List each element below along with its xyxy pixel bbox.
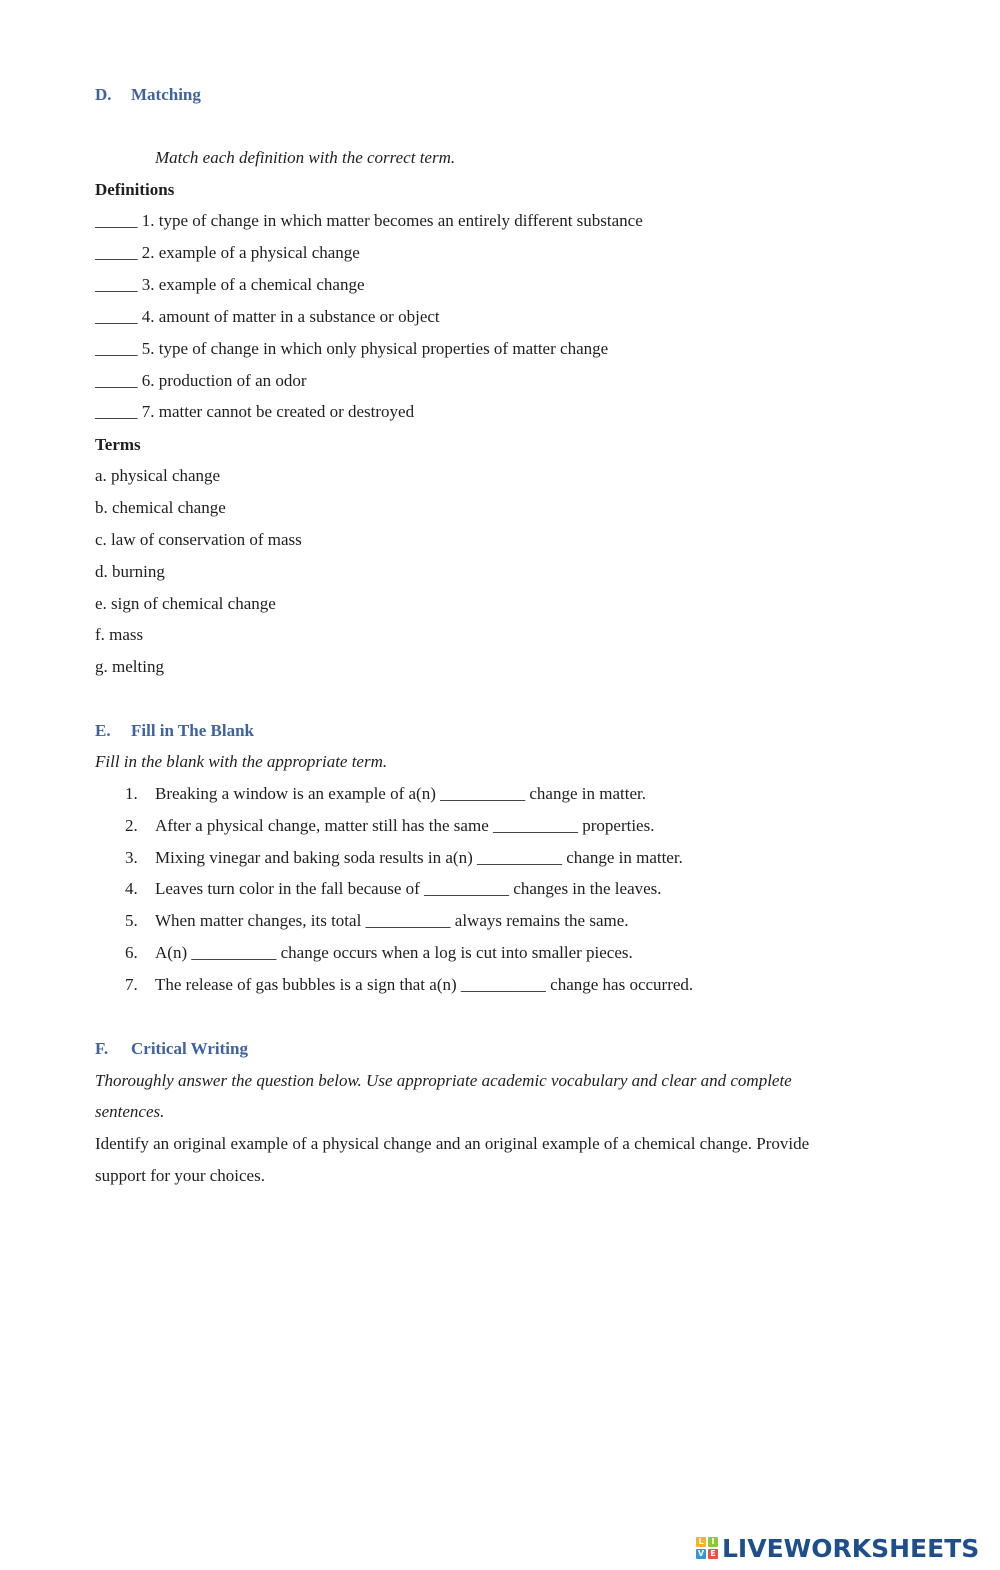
term-item: c. law of conservation of mass [95, 530, 302, 549]
item-text: Breaking a window is an example of a(n) __________ change in matter. [155, 784, 646, 803]
item-text: Leaves turn color in the fall because of __________ changes in the leaves. [155, 879, 662, 898]
definition-item: _____ 7. matter cannot be created or destroyed [95, 402, 415, 421]
definition-item: _____ 1. type of change in which matter becomes an entirely different substance [95, 211, 643, 230]
fill-blank-item [125, 910, 629, 932]
section-d-instruction: Match each definition with the correct term. [155, 148, 456, 167]
definitions-label: Definitions [95, 180, 175, 199]
section-d-title: Matching [131, 85, 201, 104]
logo-mark-letter: L [696, 1537, 706, 1547]
term-item: f. mass [95, 625, 144, 644]
item-number: 7. [125, 975, 138, 994]
definition-item: _____ 3. example of a chemical change [95, 275, 365, 294]
logo-mark-icon [696, 1537, 718, 1559]
fill-blank-item [125, 878, 662, 900]
item-number: 4. [125, 879, 138, 898]
fill-blank-item [125, 942, 633, 964]
item-number: 6. [125, 943, 138, 962]
fill-blank-item [125, 783, 646, 805]
logo-mark-letter: E [708, 1549, 718, 1559]
definition-item: _____ 2. example of a physical change [95, 243, 360, 262]
item-number: 5. [125, 911, 138, 930]
section-f-heading [95, 1038, 248, 1060]
item-text: The release of gas bubbles is a sign that a(n) __________ change has occurred. [155, 975, 694, 994]
section-f-instruction-line2: sentences. [95, 1102, 165, 1121]
liveworksheets-logo [696, 1533, 979, 1563]
logo-mark-letter: V [697, 1549, 705, 1558]
item-text: A(n) __________ change occurs when a log is cut into smaller pieces. [155, 943, 633, 962]
item-text: After a physical change, matter still has the same __________ properties. [155, 816, 655, 835]
logo-text: LIVEWORKSHEETS [722, 1533, 980, 1563]
term-item: e. sign of chemical change [95, 594, 276, 613]
definition-item: _____ 5. type of change in which only physical properties of matter change [95, 339, 609, 358]
section-d-letter: D. [95, 85, 112, 104]
term-item: g. melting [95, 657, 164, 676]
logo-mark-letter: I [708, 1537, 718, 1547]
item-number: 2. [125, 816, 138, 835]
term-item: d. burning [95, 562, 165, 581]
section-e-heading [95, 720, 254, 742]
fill-blank-item [125, 815, 654, 837]
fill-blank-item [125, 847, 683, 869]
definition-item: _____ 6. production of an odor [95, 371, 307, 390]
section-f-letter: F. [95, 1039, 109, 1058]
item-text: Mixing vinegar and baking soda results in a(n) __________ change in matter. [155, 848, 683, 867]
term-item: a. physical change [95, 466, 221, 485]
section-f-prompt-line1: Identify an original example of a physical change and an original example of a chemical change. Provide [95, 1134, 810, 1153]
fill-blank-item [125, 974, 693, 996]
section-f-prompt-line2: support for your choices. [95, 1166, 265, 1185]
section-e-letter: E. [95, 721, 111, 740]
section-e-instruction: Fill in the blank with the appropriate term. [95, 752, 388, 771]
terms-label: Terms [95, 435, 141, 454]
item-text: When matter changes, its total __________ always remains the same. [155, 911, 629, 930]
section-f-title: Critical Writing [131, 1039, 248, 1058]
term-item: b. chemical change [95, 498, 226, 517]
section-d-heading [95, 84, 201, 106]
item-number: 1. [125, 784, 138, 803]
item-number: 3. [125, 848, 138, 867]
definition-item: _____ 4. amount of matter in a substance or object [95, 307, 440, 326]
section-e-title: Fill in The Blank [131, 721, 254, 740]
section-f-instruction-line1: Thoroughly answer the question below. Use appropriate academic vocabulary and clear and complete [95, 1071, 792, 1090]
